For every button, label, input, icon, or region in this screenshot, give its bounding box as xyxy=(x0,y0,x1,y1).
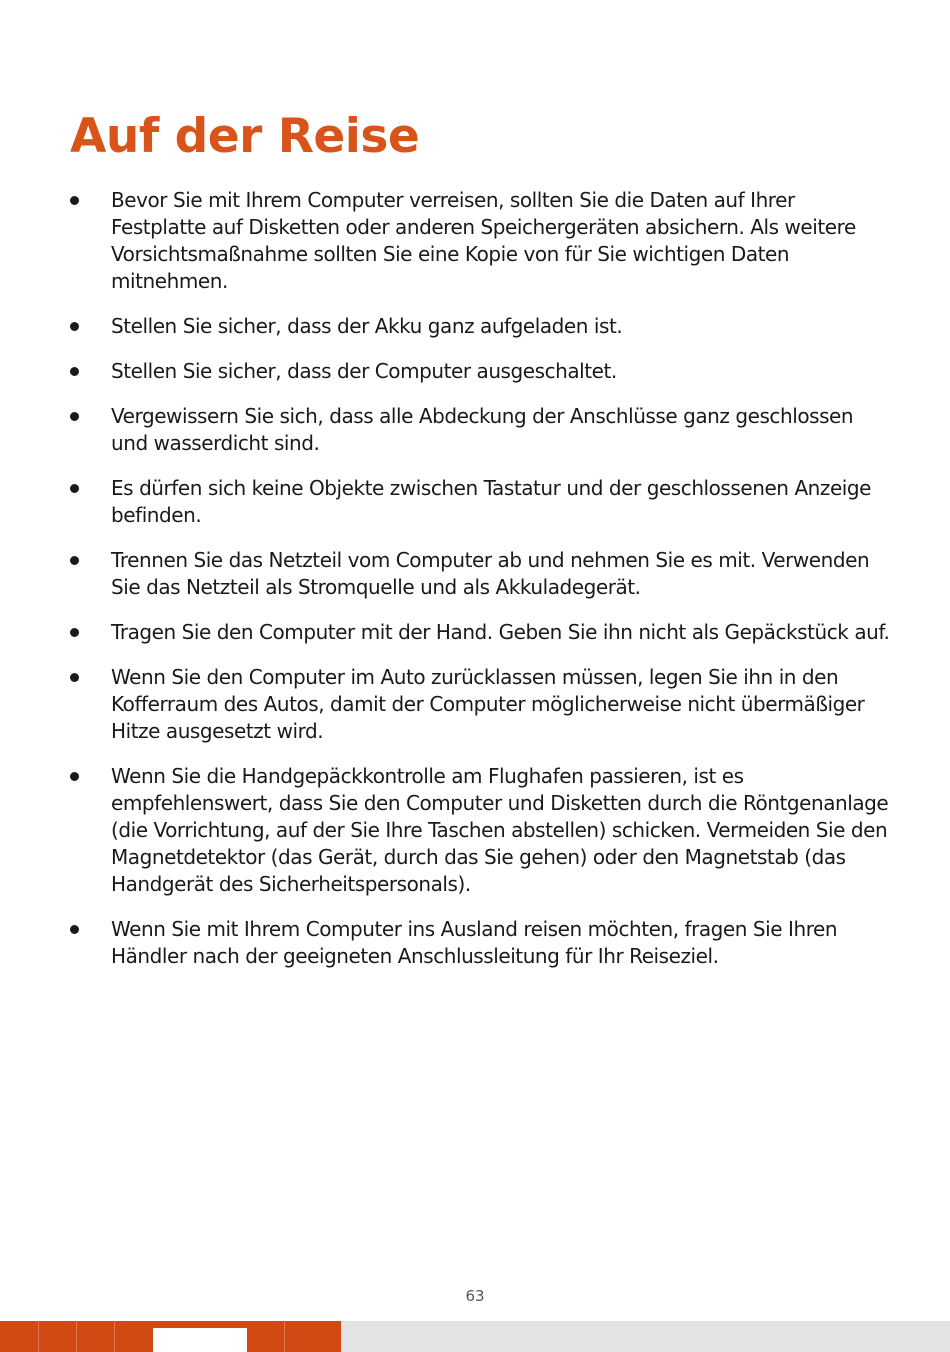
footer-segment-divider xyxy=(76,1321,77,1352)
footer-segment-divider xyxy=(38,1321,39,1352)
list-item xyxy=(70,916,890,970)
list-item xyxy=(70,403,890,457)
bullet-text: Tragen Sie den Computer mit der Hand. Geben Sie ihn nicht als Gepäckstück auf. xyxy=(111,620,890,644)
list-item xyxy=(70,358,890,385)
footer-notch xyxy=(153,1328,247,1352)
list-item xyxy=(70,763,890,898)
list-item xyxy=(70,187,890,295)
bullet-text: Es dürfen sich keine Objekte zwischen Tastatur und der geschlossenen Anzeige befinden. xyxy=(111,476,872,527)
bullet-text: Stellen Sie sicher, dass der Computer ausgeschaltet. xyxy=(111,359,617,383)
bullet-text: Stellen Sie sicher, dass der Akku ganz aufgeladen ist. xyxy=(111,314,623,338)
bullet-icon xyxy=(70,925,79,934)
bullet-icon xyxy=(70,772,79,781)
bullet-icon xyxy=(70,322,79,331)
list-item xyxy=(70,475,890,529)
bullet-text: Bevor Sie mit Ihrem Computer verreisen, sollten Sie die Daten auf Ihrer Festplatte auf Disketten oder anderen Speichergeräten absichern. Als weitere Vorsichtsmaßnahme sollten Sie eine Kopie von für Sie wichtigen Daten mitnehmen. xyxy=(111,188,856,293)
bullet-text: Wenn Sie den Computer im Auto zurücklassen müssen, legen Sie ihn in den Kofferraum des Autos, damit der Computer möglicherweise nicht übermäßiger Hitze ausgesetzt wird. xyxy=(111,665,865,743)
bullet-icon xyxy=(70,484,79,493)
list-item xyxy=(70,619,890,646)
list-item xyxy=(70,664,890,745)
bullet-icon xyxy=(70,412,79,421)
bullet-text: Vergewissern Sie sich, dass alle Abdeckung der Anschlüsse ganz geschlossen und wasserdicht sind. xyxy=(111,404,854,455)
bullet-list xyxy=(70,187,890,988)
footer-segment-divider xyxy=(284,1321,285,1352)
list-item xyxy=(70,547,890,601)
page-title: Auf der Reise xyxy=(70,109,420,164)
list-item xyxy=(70,313,890,340)
footer-segment-divider xyxy=(114,1321,115,1352)
bullet-text: Wenn Sie mit Ihrem Computer ins Ausland reisen möchten, fragen Sie Ihren Händler nach der geeigneten Anschlussleitung für Ihr Reiseziel. xyxy=(111,917,838,968)
bullet-text: Trennen Sie das Netzteil vom Computer ab und nehmen Sie es mit. Verwenden Sie das Netzteil als Stromquelle und als Akkuladegerät. xyxy=(111,548,870,599)
bullet-icon xyxy=(70,628,79,637)
footer-bar xyxy=(0,1321,950,1352)
bullet-icon xyxy=(70,367,79,376)
bullet-icon xyxy=(70,196,79,205)
bullet-text: Wenn Sie die Handgepäckkontrolle am Flughafen passieren, ist es empfehlenswert, dass Sie den Computer und Disketten durch die Röntgenanlage (die Vorrichtung, auf der Sie Ihre Taschen abstellen) schicken. Vermeiden Sie den Magnetdetektor (das Gerät, durch das Sie gehen) oder den Magnetstab (das Handgerät des Sicherheitspersonals). xyxy=(111,764,889,896)
bullet-icon xyxy=(70,673,79,682)
page-number: 63 xyxy=(465,1287,485,1305)
bullet-icon xyxy=(70,556,79,565)
